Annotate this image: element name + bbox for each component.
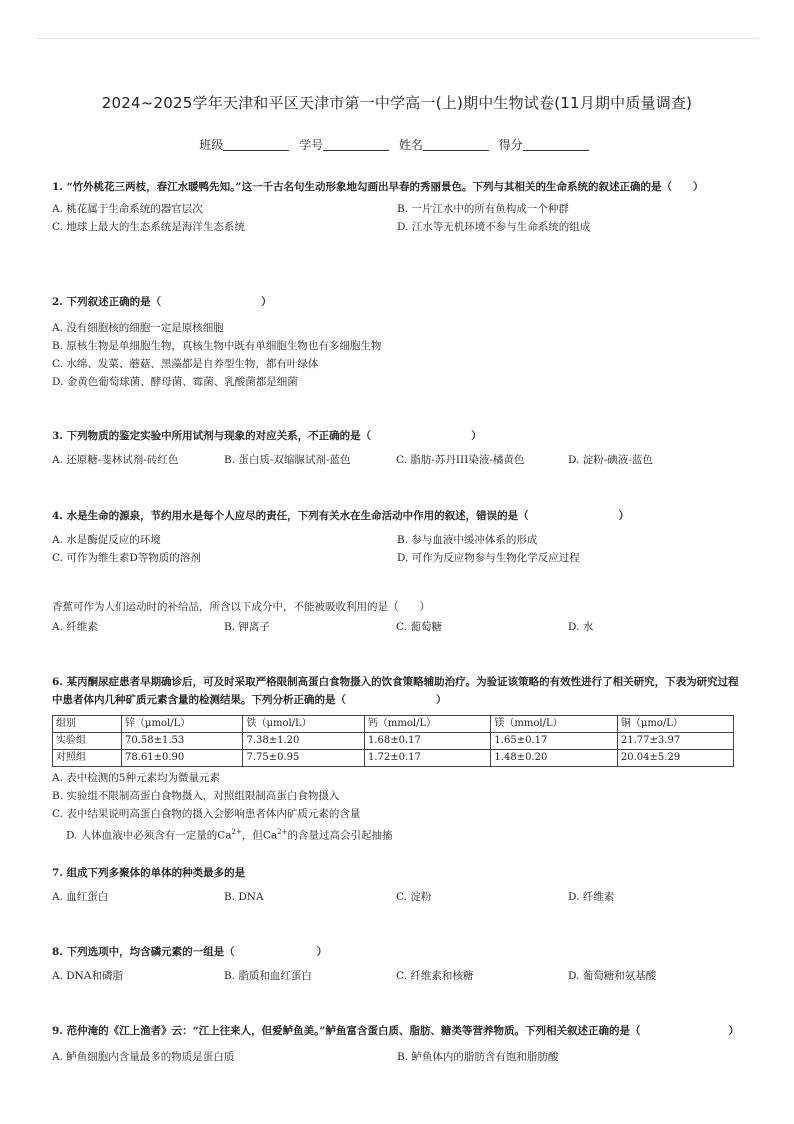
option-c: C. 脂肪-苏丹III染液-橘黄色: [396, 454, 525, 466]
question-stem: 9. 范仲淹的《江上渔者》云：“江上往来人，但爱鲈鱼美。”鲈鱼富含蛋白质、脂肪、糖类等营养物质。下列相关叙述正确的是（: [52, 1025, 641, 1037]
question-stem: 7. 组成下列多聚体的单体的种类最多的是: [52, 867, 246, 879]
info-bar: [0, 136, 794, 153]
question-4: [52, 507, 742, 567]
table-row: [53, 733, 734, 750]
score-label: 得分: [498, 138, 523, 152]
question-9: [52, 1022, 742, 1066]
question-3: [52, 427, 742, 469]
question-paren-close: ）: [261, 296, 272, 308]
option-a: A. 还原糖-斐林试剂-砖红色: [52, 454, 179, 466]
option-b: B. 钾离子: [224, 621, 270, 633]
table-cell: 21.77±3.97: [617, 733, 733, 750]
option-b: B. 脂质和血红蛋白: [224, 970, 312, 982]
table-cell: 70.58±1.53: [122, 733, 243, 750]
table-header-cell: 锌（μmol/L）: [122, 716, 243, 733]
option-b: B. 一片江水中的所有鱼构成一个种群: [397, 203, 569, 215]
question-1: [52, 178, 742, 236]
question-8: [52, 943, 742, 985]
option-c: C. 纤维素和核糖: [396, 970, 474, 982]
table-header-row: [53, 716, 734, 733]
page-title: 2024~2025学年天津和平区天津市第一中学高一(上)期中生物试卷(11月期中质量调查): [101, 94, 693, 112]
question-5: [52, 598, 742, 636]
question-stem: 2. 下列叙述正确的是（: [52, 296, 162, 308]
option-a: A. 血红蛋白: [52, 891, 109, 903]
option-b: B. 实验组不限制高蛋白食物摄入，对照组限制高蛋白食物摄入: [52, 790, 340, 802]
name-label: 姓名: [398, 138, 423, 152]
table-header-cell: 钙（mmol/L）: [364, 716, 490, 733]
question-stem: 3. 下列物质的鉴定实验中所用试剂与现象的对应关系，不正确的是（: [52, 430, 372, 442]
table-cell: 1.72±0.17: [364, 750, 490, 767]
class-blank: [223, 138, 289, 151]
table-cell: 1.48±0.20: [491, 750, 617, 767]
option-d: D. 人体血液中必须含有一定量的$Ca^{2+}$，但$Ca^{2+}$的含量过高会引起抽搐: [66, 828, 393, 842]
table-cell: 7.75±0.95: [243, 750, 364, 767]
option-a: A. 纤维素: [52, 621, 98, 633]
table-header-cell: 组别: [53, 716, 122, 733]
question-paren-close: ）: [316, 946, 328, 958]
table-row: [53, 750, 734, 767]
question-7: [52, 864, 742, 906]
mineral-table: [52, 715, 734, 767]
option-d: D. 江水等无机环境不参与生命系统的组成: [397, 221, 591, 233]
table-cell: 1.65±0.17: [491, 733, 617, 750]
table-cell: 1.68±0.17: [364, 733, 490, 750]
question-paren-close: ）: [618, 510, 630, 522]
table-cell: 对照组: [53, 750, 122, 767]
header-divider: [36, 38, 758, 39]
option-a: A. 没有细胞核的细胞一定是原核细胞: [52, 322, 224, 334]
option-a: A. 桃花属于生命系统的器官层次: [52, 203, 203, 215]
table-header-cell: 铁（μmol/L）: [243, 716, 364, 733]
question-stem: 8. 下列选项中，均含磷元素的一组是（: [52, 946, 235, 958]
option-a: A. 表中检测的5种元素均为微量元素: [52, 772, 220, 784]
option-b: B. 鲈鱼体内的脂肪含有饱和脂肪酸: [397, 1051, 559, 1063]
question-stem: 香蕉可作为人们运动时的补给品，所含以下成分中，不能被吸收利用的是（ ）: [52, 601, 430, 613]
table-header-cell: 铜（μmo/L）: [617, 716, 733, 733]
option-d: D. 可作为反应物参与生物化学反应过程: [397, 552, 580, 564]
option-b: B. 原核生物是单细胞生物，真核生物中既有单细胞生物也有多细胞生物: [52, 340, 382, 352]
option-d: D. 水: [568, 621, 594, 633]
option-c: C. 表中结果说明高蛋白食物的摄入会影响患者体内矿质元素的含量: [52, 808, 361, 820]
id-blank: [323, 138, 389, 151]
option-c: C. 水绵、发菜、蘑菇、黑藻都是自养型生物，都有叶绿体: [52, 358, 319, 370]
question-stem: 6. 某丙酮尿症患者早期确诊后，可及时采取严格限制高蛋白食物摄入的饮食策略辅助治疗。为验证该策略的有效性进行了相关研究，下表为研究过程中患者体内几种矿质元素含量的检测结果。下列分析正确的是（: [52, 676, 739, 706]
table-cell: 实验组: [53, 733, 122, 750]
option-c: C. 可作为维生素D等物质的溶剂: [52, 552, 201, 564]
class-label: 班级: [199, 138, 224, 152]
id-label: 学号: [299, 138, 324, 152]
question-stem: 4. 水是生命的源泉，节约用水是每个人应尽的责任，下列有关水在生命活动中作用的叙述，错误的是（: [52, 510, 529, 522]
question-stem: 1. “竹外桃花三两枝，春江水暖鸭先知。”这一千古名句生动形象地勾画出早春的秀丽景色。下列与其相关的生命系统的叙述正确的是（ ）: [52, 181, 704, 193]
question-paren-close: ）: [728, 1025, 739, 1037]
question-paren-close: ）: [436, 694, 447, 706]
option-b: B. 参与血液中缓冲体系的形成: [397, 534, 538, 546]
option-d: D. 淀粉-碘液-蓝色: [568, 454, 653, 466]
table-cell: 78.61±0.90: [122, 750, 243, 767]
option-c: C. 地球上最大的生态系统是海洋生态系统: [52, 221, 245, 233]
score-blank: [523, 138, 589, 151]
name-blank: [423, 138, 489, 151]
option-d: D. 金黄色葡萄球菌、酵母菌、霉菌、乳酸菌都是细菌: [52, 376, 298, 388]
option-d: D. 纤维素: [568, 891, 615, 903]
option-a: A. 水是酶促反应的环境: [52, 534, 161, 546]
question-paren-close: ）: [471, 430, 482, 442]
table-cell: 20.04±5.29: [617, 750, 733, 767]
option-a: A. DNA和磷脂: [52, 970, 123, 982]
option-d: D. 葡萄糖和氨基酸: [568, 970, 657, 982]
option-c: C. 葡萄糖: [396, 621, 442, 633]
table-cell: 7.38±1.20: [243, 733, 364, 750]
option-c: C. 淀粉: [396, 891, 432, 903]
question-6: [52, 673, 742, 845]
option-a: A. 鲈鱼细胞内含量最多的物质是蛋白质: [52, 1051, 235, 1063]
option-b: B. DNA: [224, 891, 264, 903]
option-b: B. 蛋白质-双缩脲试剂-蓝色: [224, 454, 351, 466]
table-header-cell: 镁（mmol/L）: [491, 716, 617, 733]
question-2: [52, 293, 742, 391]
